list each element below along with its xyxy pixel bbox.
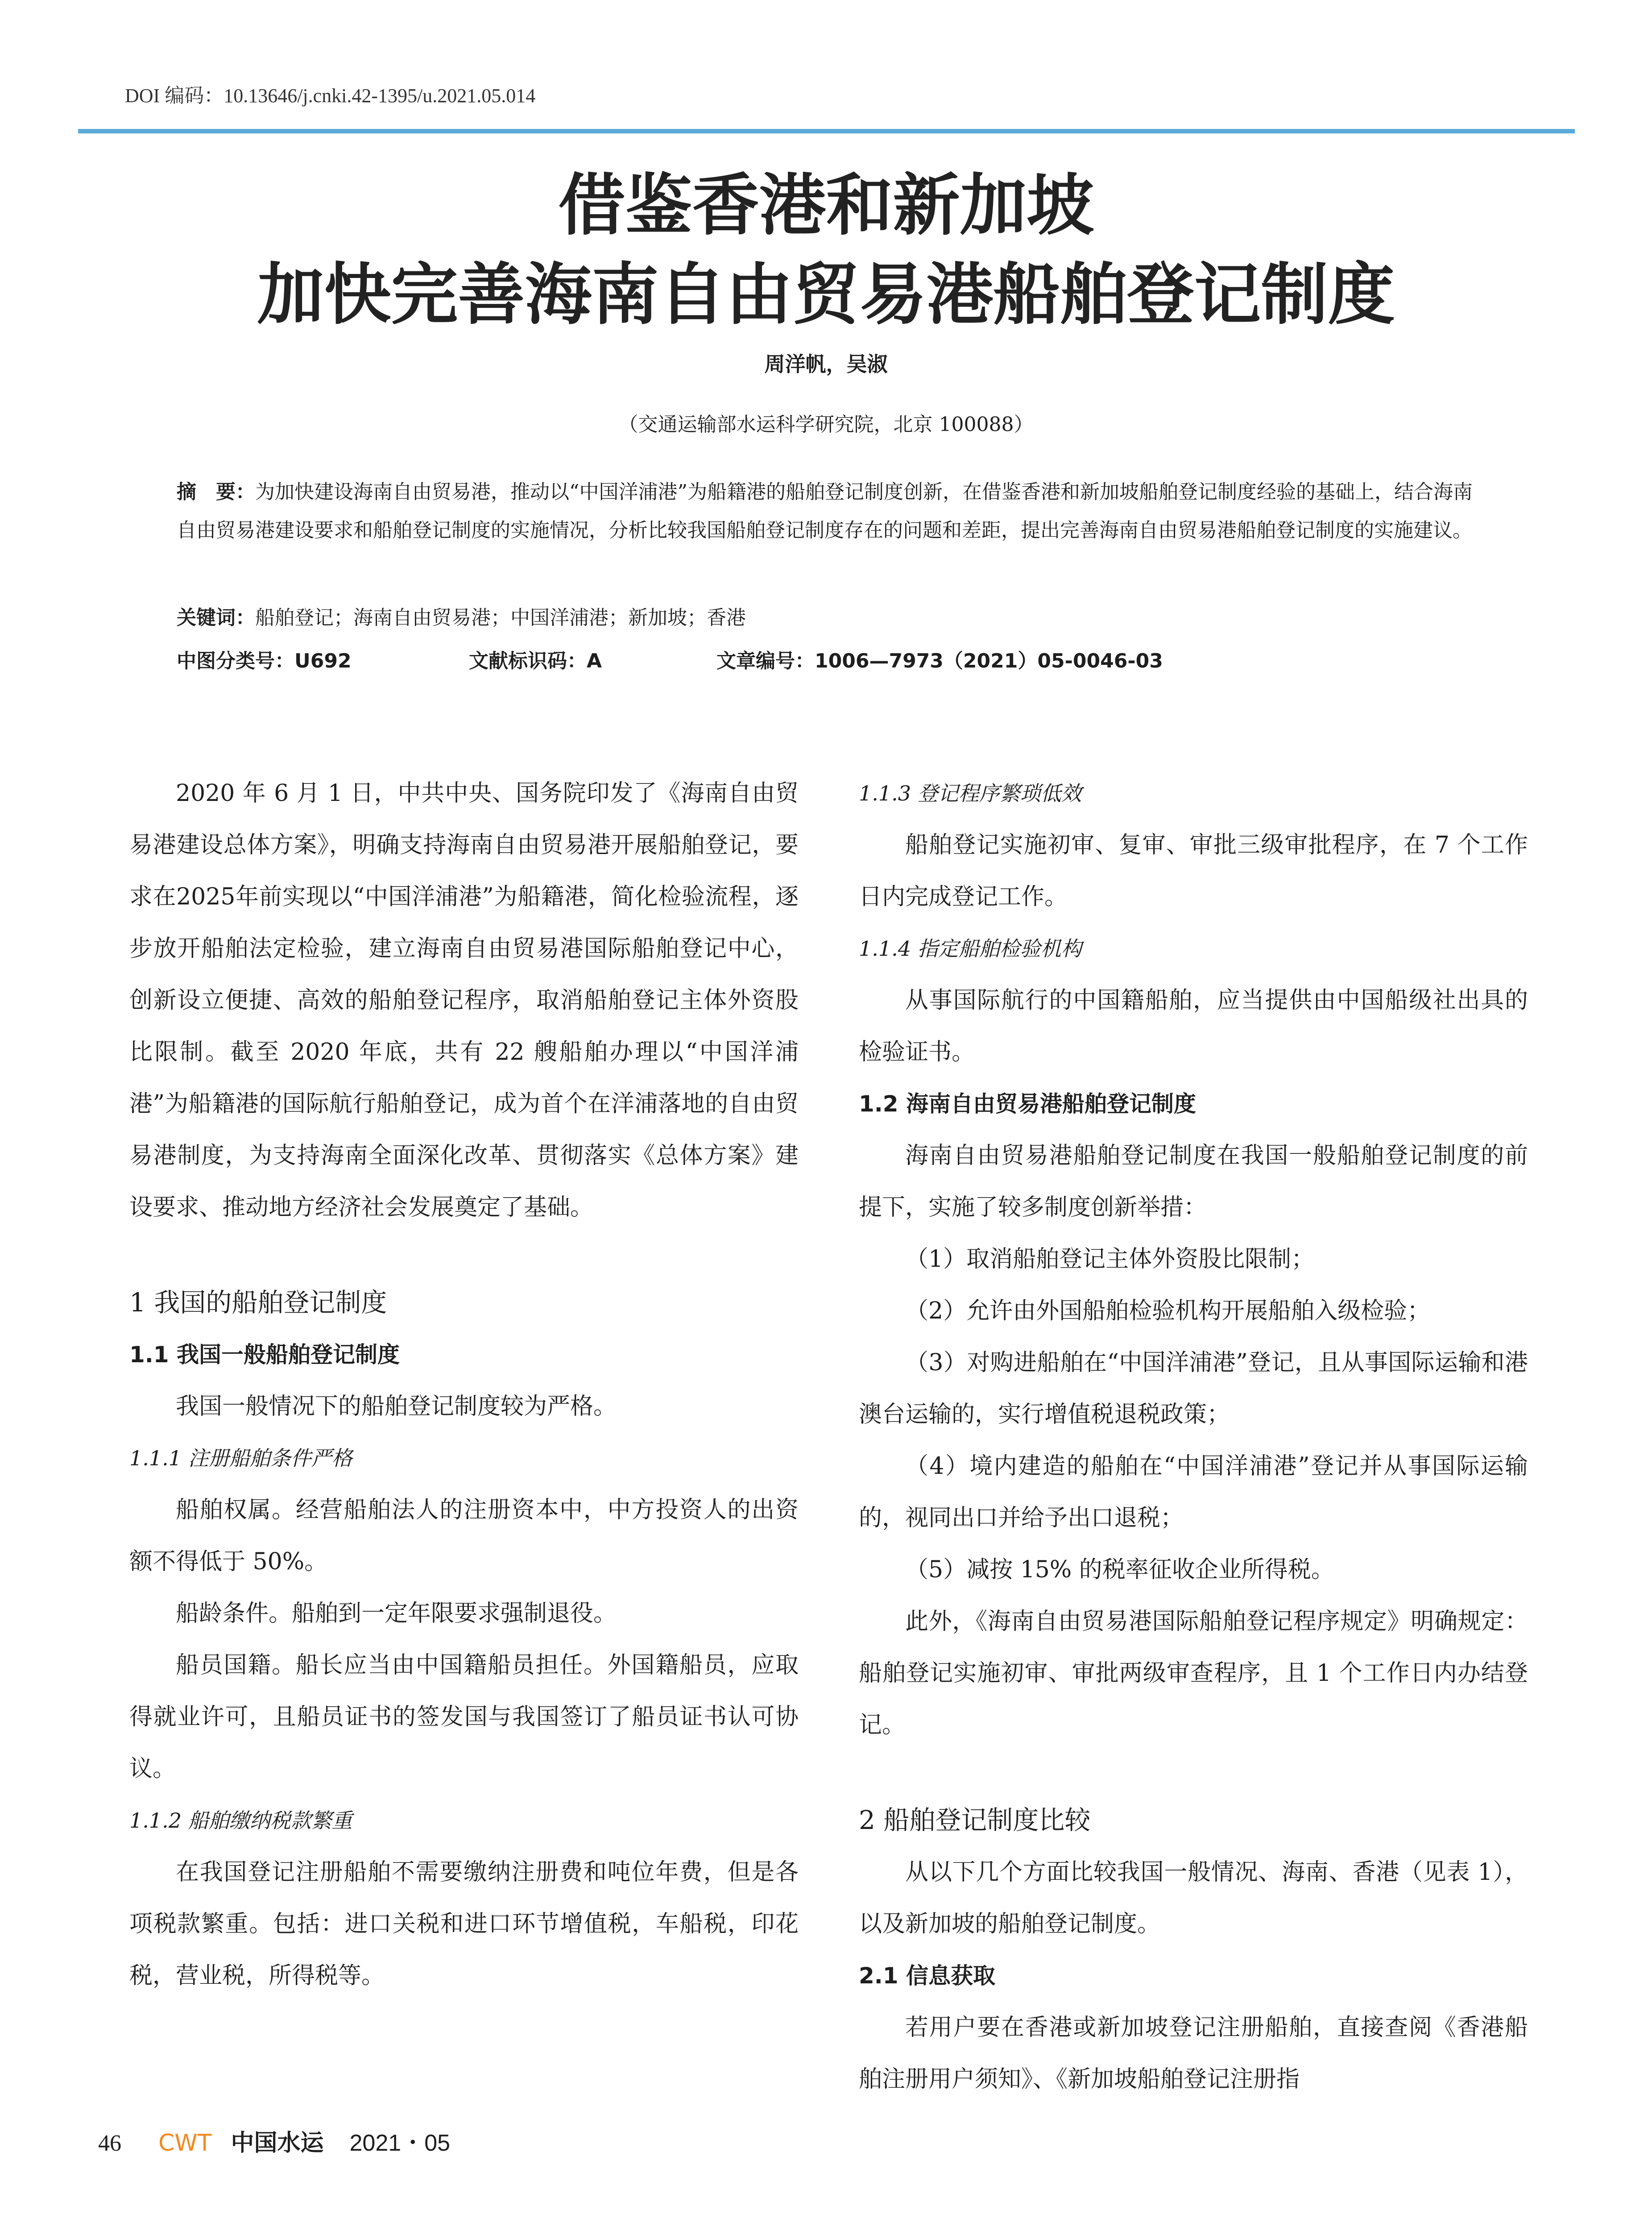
title-line-2: 加快完善海南自由贸易港船舶登记制度 xyxy=(257,255,1395,334)
page-number: 46 xyxy=(98,2131,121,2156)
section-2-1-heading: 2.1 信息获取 xyxy=(859,1963,995,1989)
section-1-1-4-heading: 1.1.4 指定船舶检验机构 xyxy=(859,937,1082,961)
list-item: （5）减按 15% 的税率征收企业所得税。 xyxy=(905,1556,1334,1583)
document-code: 文献标识码：A xyxy=(469,650,602,672)
doi-line: DOI 编码：10.13646/j.cnki.42-1395/u.2021.05.014 xyxy=(125,85,536,107)
section-1-1-3-heading: 1.1.3 登记程序繁琐低效 xyxy=(859,781,1082,805)
info-paragraph: 若用户要在香港或新加坡登记注册船舶，直接查阅《香港船舶注册用户须知》、《新加坡船舶登记注册指 xyxy=(859,2014,1528,2093)
right-column xyxy=(859,767,1528,2105)
section-1-1-2-heading: 1.1.2 船舶缴纳税款繁重 xyxy=(129,1808,352,1833)
article-number: 文章编号：1006—7973（2021）05-0046-03 xyxy=(716,650,1163,672)
journal-brand: CWT xyxy=(158,2130,212,2156)
affiliation: （交通运输部水运科学研究院，北京 100088） xyxy=(618,413,1034,436)
keywords xyxy=(177,601,1475,630)
section-1-2-heading: 1.2 海南自由贸易港船舶登记制度 xyxy=(859,1091,1196,1117)
vessel-age-paragraph: 船龄条件。船舶到一定年限要求强制退役。 xyxy=(176,1600,617,1627)
page-footer xyxy=(98,2124,450,2157)
left-column xyxy=(129,767,799,2002)
list-item: （2）允许由外国船舶检验机构开展船舶入级检验； xyxy=(905,1298,1431,1324)
abstract-text: 为加快建设海南自由贸易港，推动以“中国洋浦港”为船籍港的船舶登记制度创新，在借鉴香港和新加坡船舶登记制度经验的基础上，结合海南自由贸易港建设要求和船舶登记制度的实施情况，分析比较我国船舶登记制度存在的问题和差距，提出完善海南自由贸易港船舶登记制度的实施建议。 xyxy=(177,481,1473,542)
crew-paragraph: 船员国籍。船长应当由中国籍船员担任。外国籍船员，应取得就业许可，且船员证书的签发国与我国签订了船员证书认可协议。 xyxy=(129,1652,799,1782)
compare-paragraph: 从以下几个方面比较我国一般情况、海南、香港（见表 1），以及新加坡的船舶登记制度。 xyxy=(859,1859,1528,1937)
title-line-1: 借鉴香港和新加坡 xyxy=(558,166,1094,245)
authors: 周洋帆，吴淑 xyxy=(764,352,888,376)
keywords-label: 关键词： xyxy=(177,606,255,629)
section-2-heading: 2 船舶登记制度比较 xyxy=(859,1805,1091,1835)
rules-paragraph: 此外，《海南自由贸易港国际船舶登记程序规定》明确规定：船舶登记实施初审、审批两级审查程序，且 1 个工作日内办结登记。 xyxy=(859,1608,1528,1738)
tax-paragraph: 在我国登记注册船舶不需要缴纳注册费和吨位年费，但是各项税款繁重。包括：进口关税和进口环节增值税，车船税，印花税，营业税，所得税等。 xyxy=(129,1859,799,1989)
issue-number: 2021・05 xyxy=(349,2130,451,2156)
procedure-paragraph: 船舶登记实施初审、复审、审批三级审批程序，在 7 个工作日内完成登记工作。 xyxy=(859,832,1528,910)
ownership-paragraph: 船舶权属。经营船舶法人的注册资本中，中方投资人的出资额不得低于 50%。 xyxy=(129,1497,799,1575)
list-item: （1）取消船舶登记主体外资股比限制； xyxy=(905,1246,1315,1273)
abstract-label: 摘 要： xyxy=(177,481,255,503)
journal-name: 中国水运 xyxy=(231,2129,324,2156)
section-1-1-text: 我国一般情况下的船舶登记制度较为严格。 xyxy=(176,1393,617,1420)
abstract xyxy=(177,473,1475,550)
hainan-paragraph: 海南自由贸易港船舶登记制度在我国一般船舶登记制度的前提下，实施了较多制度创新举措： xyxy=(859,1142,1528,1221)
list-item: （3）对购进船舶在“中国洋浦港”登记，且从事国际运输和港澳台运输的，实行增值税退税政策； xyxy=(859,1349,1528,1428)
section-1-1-1-heading: 1.1.1 注册船舶条件严格 xyxy=(129,1446,352,1470)
list-item: （4）境内建造的船舶在“中国洋浦港”登记并从事国际运输的，视同出口并给予出口退税； xyxy=(859,1453,1528,1531)
header-rule xyxy=(78,129,1575,133)
section-1-1-heading: 1.1 我国一般船舶登记制度 xyxy=(129,1342,400,1368)
clc-code: 中图分类号：U692 xyxy=(177,650,352,672)
section-1-heading: 1 我国的船舶登记制度 xyxy=(129,1287,387,1318)
inspection-paragraph: 从事国际航行的中国籍船舶，应当提供由中国船级社出具的检验证书。 xyxy=(859,987,1528,1066)
intro-paragraph: 2020 年 6 月 1 日，中共中央、国务院印发了《海南自由贸易港建设总体方案》，明确支持海南自由贸易港开展船舶登记，要求在2025年前实现以“中国洋浦港”为船籍港，简化检验流程，逐步放开船舶法定检验，建立海南自由贸易港国际船舶登记中心，创新设立便捷、高效的船舶登记程序，取消船舶登记主体外资股比限制。截至 2020 年底，共有 22 艘船舶办理以“中国洋浦港”为船籍港的国际航行船舶登记，成为首个在洋浦落地的自由贸易港制度，为支持海南全面深化改革、贯彻落实《总体方案》建设要求、推动地方经济社会发展奠定了基础。 xyxy=(129,780,799,1221)
article-title xyxy=(0,161,1652,339)
keywords-text: 船舶登记；海南自由贸易港；中国洋浦港；新加坡；香港 xyxy=(255,606,746,629)
